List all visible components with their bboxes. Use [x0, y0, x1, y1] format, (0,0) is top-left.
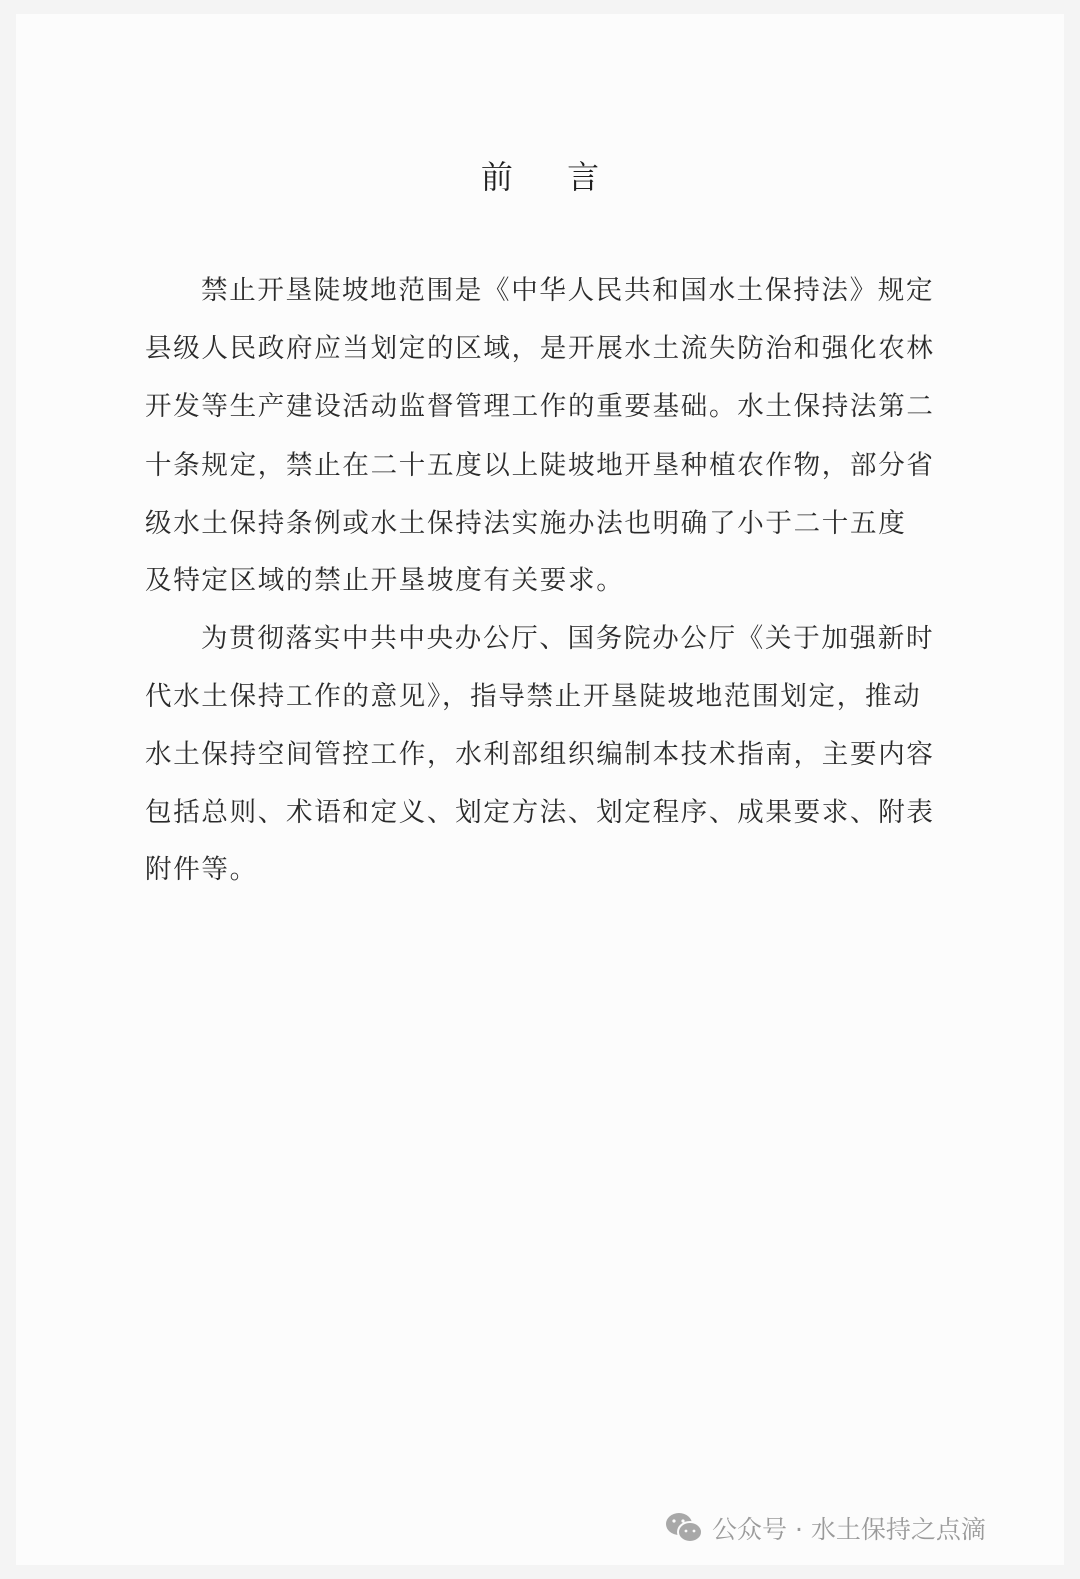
- paragraph-line: 县级人民政府应当划定的区域，是开展水土流失防治和强化农林: [145, 333, 935, 364]
- page-title: 前 言: [480, 158, 622, 196]
- paragraph-line: 附件等。: [145, 854, 258, 885]
- paragraph-line: 及特定区域的禁止开垦坡度有关要求。: [145, 565, 625, 596]
- paragraph-line: 十条规定，禁止在二十五度以上陡坡地开垦种植农作物，部分省: [145, 450, 935, 481]
- watermark-text: 公众号 · 水土保持之点滴: [712, 1515, 986, 1544]
- paragraph-line: 开发等生产建设活动监督管理工作的重要基础。水土保持法第二: [145, 391, 935, 422]
- paragraph-line: 水土保持空间管控工作，水利部组织编制本技术指南，主要内容: [145, 739, 935, 770]
- paragraph-line: 包括总则、术语和定义、划定方法、划定程序、成果要求、附表: [145, 797, 935, 828]
- paragraph-line: 禁止开垦陡坡地范围是《中华人民共和国水土保持法》规定: [201, 275, 935, 306]
- paragraph-line: 级水土保持条例或水土保持法实施办法也明确了小于二十五度: [145, 508, 907, 539]
- wechat-icon: [664, 1512, 704, 1544]
- paragraph-line: 代水土保持工作的意见》，指导禁止开垦陡坡地范围划定，推动: [145, 681, 922, 712]
- document-page: [16, 14, 1064, 1565]
- paragraph-line: 为贯彻落实中共中央办公厅、国务院办公厅《关于加强新时: [201, 623, 935, 654]
- watermark: [664, 1510, 986, 1546]
